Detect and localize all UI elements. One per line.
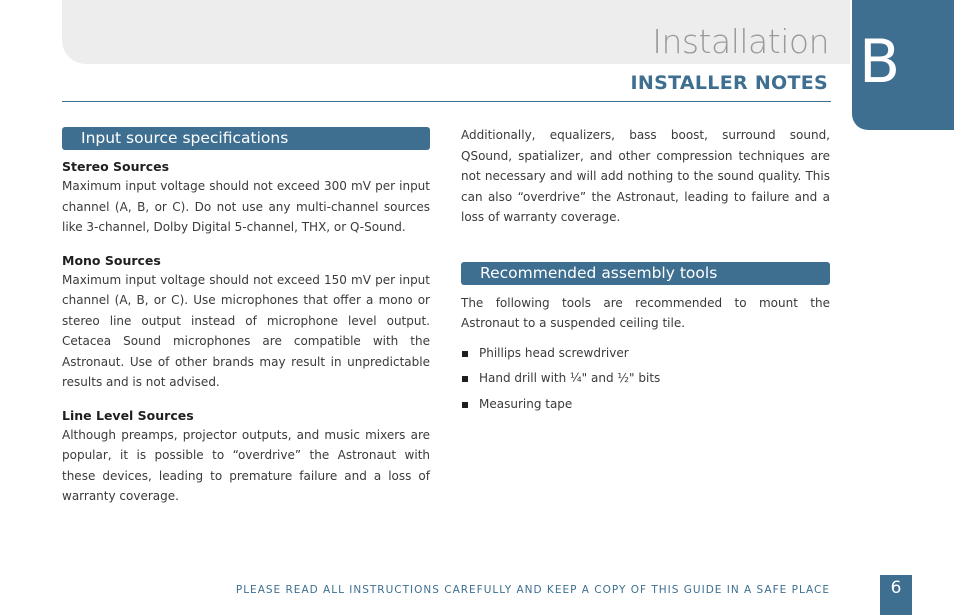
header-rule — [62, 101, 831, 102]
list-item: Hand drill with ¼" and ½" bits — [461, 366, 830, 392]
intro-text: Additionally, equalizers, bass boost, surround sound, QSound, spatializer, and other compression techniques are not necessary and will add nothing to the sound quality. This can also “overdrive” the Astronaut, leading to failure and a loss of warranty coverage. — [461, 128, 830, 224]
mono-heading: Mono Sources — [62, 252, 161, 268]
footer-text: PLEASE READ ALL INSTRUCTIONS CAREFULLY AND KEEP A COPY OF THIS GUIDE IN A SAFE PLACE — [235, 584, 830, 596]
section-heading: INSTALLER NOTES — [630, 72, 828, 94]
mono-text: Maximum input voltage should not exceed 150 mV per input channel (A, B, or C). Use microphones that offer a mono or stereo line output instead of microphone level output. Cetacea Sound microphones are compatible with the Astronaut. Use of other brands may result in unpredictable results and is not advised. — [62, 272, 430, 389]
list-item: Measuring tape — [461, 392, 830, 418]
right-column — [461, 125, 830, 417]
assembly-tools-bar: Recommended assembly tools — [461, 262, 830, 285]
left-column — [62, 127, 430, 507]
stereo-heading: Stereo Sources — [62, 159, 170, 174]
stereo-text: Maximum input voltage should not exceed 300 mV per input channel (A, B, or C). Do not use any multi-channel sources like 3-channel, Dolby Digital 5-channel, THX, or Q-Sound. — [62, 179, 430, 234]
list-item: Phillips head screwdriver — [461, 341, 830, 367]
line-text: Although preamps, projector outputs, and music mixers are popular, it is possible to “overdrive” the Astronaut with these devices, leading to premature failure and a loss of warranty coverage. — [62, 427, 430, 503]
page-number: 6 — [880, 575, 912, 615]
bullet-icon — [462, 351, 468, 357]
tools-list — [461, 341, 830, 418]
tools-intro: The following tools are recommended to mount the Astronaut to a suspended ceiling tile. — [461, 295, 830, 330]
bullet-icon — [462, 376, 468, 382]
line-heading: Line Level Sources — [62, 407, 194, 423]
bullet-icon — [462, 402, 468, 408]
input-specs-bar: Input source specifications — [62, 127, 430, 150]
chapter-title: Installation — [652, 22, 829, 61]
chapter-tab: B — [852, 0, 954, 130]
